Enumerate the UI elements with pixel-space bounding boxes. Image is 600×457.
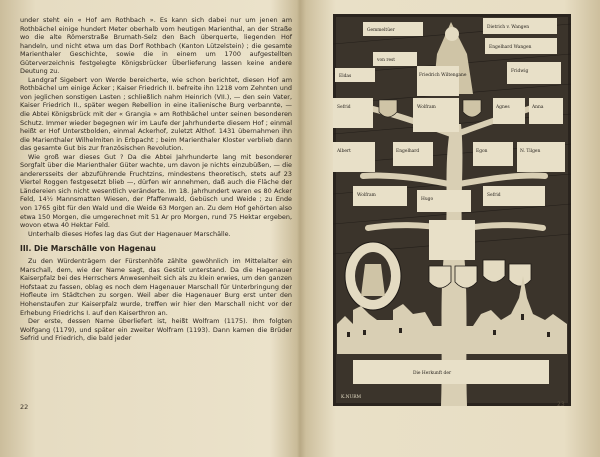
label-row4-a: Wolfram <box>357 193 376 198</box>
page-number-left: 22 <box>20 403 29 411</box>
paragraph-6: Der erste, dessen Name überliefert ist, heißt Wolfram (1175). Ihm folgten Wolfgang (1179), und später ein zweiter Wolfram (1193). Dann kamen die Brüder Sefrid und Friedrich, die bald jeder <box>20 317 292 343</box>
left-page <box>20 16 292 446</box>
paragraph-4: Unterhalb dieses Hofes lag das Gut der Hagenauer Marschälle. <box>28 229 231 238</box>
label-row2-b: Wolfram <box>417 105 436 110</box>
label-row3-b: Engelhard <box>396 149 420 154</box>
label-row1-a: von rest <box>377 58 396 63</box>
paragraph-2: Landgraf Sigebert von Werde bereicherte, wie schon berichtet, diesen Hof am Rothbächel um einige Äcker ; Kaiser Friedrich II. befreite ihn 1218 vom Zehnten und von jeglichen sonstigen Lasten ; schließlich nahm Heinrich (VII.), — den sein Vater, Kaiser Friedrich II., später wegen Rebellion in eine italienische Burg verbannte, — die Abtei Königsbrück mit der « Grangia » am Rothbächel unter seinen besonderen Schutz. Immer wieder begegnen wir im Laufe der Jahrhunderte diesem Hof ; einmal heißt er Hof Unterstbolden, einmal Ackerhof, zuletzt Althof. 1431 übernahmen ihn die Marienthaler Wilhelmiten in Erbpacht ; beim Marienthaler Kloster verblieb dann das gesamte Gut bis zur französischen Revolution. <box>20 75 292 153</box>
label-top-left: Gemmeltüer <box>367 28 395 33</box>
label-row1-c: Friedrich Wiltengane <box>419 73 467 78</box>
label-row3-c: Egon <box>476 149 488 154</box>
page-number-right: 23 <box>557 401 565 408</box>
label-row1-d: Engelhard Wangen <box>489 45 532 50</box>
label-row4-c: Sefrid <box>487 193 501 198</box>
label-row3-d: N. Tilgen <box>520 149 541 154</box>
paragraph-1: under steht ein « Hof am Rothbach ». Es kann sich dabei nur um jenen am Rothbächel einige hundert Meter oberhalb vom heutigen Marienthal, an der Straße wo die alte Römerstraße Brumath-Selz den Bach überquerte, liegenden Hof handeln, und nicht etwa um das Dorf Rothbach (Kanton Lützelstein) ; die gesamte Marienthaler Geschichte, sowie die in einem um 1700 aufgestellten Güterverzeichnis festgelegte Königsbrücker Überlieferung lassen keine andere Deutung zu. <box>20 16 292 76</box>
label-bottom-banner: Die Herkunft der <box>413 371 452 376</box>
label-row1-e: Fridwig <box>511 69 529 74</box>
label-row2-d: Anna <box>532 105 544 110</box>
label-row3-a: Albert <box>337 149 351 154</box>
label-row1-b: Eldas <box>339 74 352 79</box>
label-row2-a: Sefrid <box>337 105 351 110</box>
family-tree-woodcut <box>333 14 571 406</box>
label-row2-c: Agnes <box>496 105 510 110</box>
label-top-right: Dietrich v. Wangen <box>487 25 530 30</box>
paragraph-3: Wie groß war dieses Gut ? Da die Abtei Jahrhunderte lang mit besonderer Sorgfalt über die Marienthaler Güter wachte, um davon je nichts einzubüßen, — die anderersseits der abzuführende Fruchtzins, mindestens theoretisch, stets auf 23 Viertel Roggen festgesetzt blieb —, dürfen wir annehmen, daß auch die Fläche der Ländereien sich nicht wesentlich veränderte. Im 18. Jahrhundert waren es 80 Acker Feld, 14½ Mannsmatten Wiesen, der Pfaffenwald, Gebüsch und Weide ; zu Ende von 1765 gibt für den Wald und die Weide 63 Morgen an. Zu dem Hof gehörten also etwa 150 Morgen, die umgerechnet mit 51 Ar pro Morgen, rund 75 Hektar ergeben, wovon etwa 40 Hektar Feld. <box>20 152 292 230</box>
paragraph-5: Zu den Würdenträgern der Fürstenhöfe zählte gewöhnlich im Mittelalter ein Marschall, dem, wie der Name sagt, das Gestüt unterstand. Da die Hagenauer Kaiserpfalz bei des Herrschers Anwesenheit sich als zu klein erwies, um den ganzen Hofstaat zu fassen, oblag es noch dem Hagenauer Marschall für Unterbringung der Hofleute im Städtchen zu sorgen. Weil aber die Hagenauer Burg erst unter den Hohenstaufen zur Kaiserpfalz wurde, treffen wir hier den Marschall nicht vor der Erhebung Friedrichs I. auf den Kaiserthron an. <box>20 257 292 317</box>
label-row4-b: Hugo <box>421 197 434 202</box>
section-heading: III. Die Marschälle von Hagenau <box>20 244 156 254</box>
artist-signature: K.NURM <box>341 395 362 400</box>
